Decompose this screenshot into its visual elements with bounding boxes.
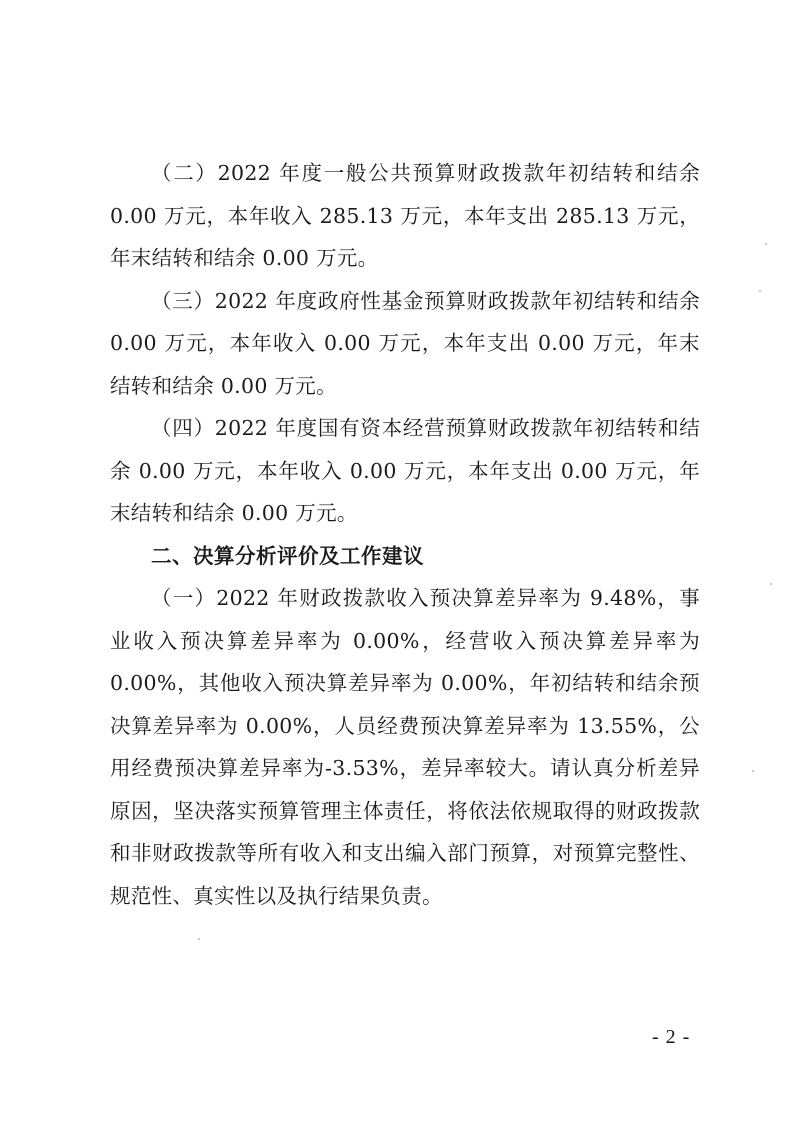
document-body [110, 152, 700, 917]
scan-speck [759, 290, 761, 292]
scan-speck [765, 243, 767, 245]
scan-speck [752, 770, 754, 772]
paragraph-general-budget: （二）2022 年度一般公共预算财政拨款年初结转和结余 0.00 万元，本年收入 285.13 万元，本年支出 285.13 万元，年末结转和结余 0.00 万元。 [110, 161, 700, 270]
scan-speck [198, 938, 200, 940]
section-heading: 二、决算分析评价及工作建议 [151, 543, 424, 568]
page-number: - 2 - [652, 1026, 691, 1048]
paragraph-state-capital: （四）2022 年度国有资本经营预算财政拨款年初结转和结余 0.00 万元，本年收入 0.00 万元，本年支出 0.00 万元，年末结转和结余 0.00 万元。 [110, 416, 700, 525]
paragraph-analysis: （一）2022 年财政拨款收入预决算差异率为 9.48%，事业收入预决算差异率为 0.00%，经营收入预决算差异率为 0.00%，其他收入预决算差异率为 0.00%，年初结转和结余预决算差异率为 0.00%，人员经费预决算差异率为 13.55%，公用经费预决算差异率为-3.53%，差异率较大。请认真分析差异原因，坚决落实预算管理主体责任，将依法依规取得的财政拨款和非财政拨款等所有收入和支出编入部门预算，对预算完整性、规范性、真实性以及执行结果负责。 [110, 586, 700, 908]
paragraph-government-fund: （三）2022 年度政府性基金预算财政拨款年初结转和结余 0.00 万元，本年收入 0.00 万元，本年支出 0.00 万元，年末结转和结余 0.00 万元。 [110, 288, 700, 398]
scan-speck [770, 583, 772, 585]
